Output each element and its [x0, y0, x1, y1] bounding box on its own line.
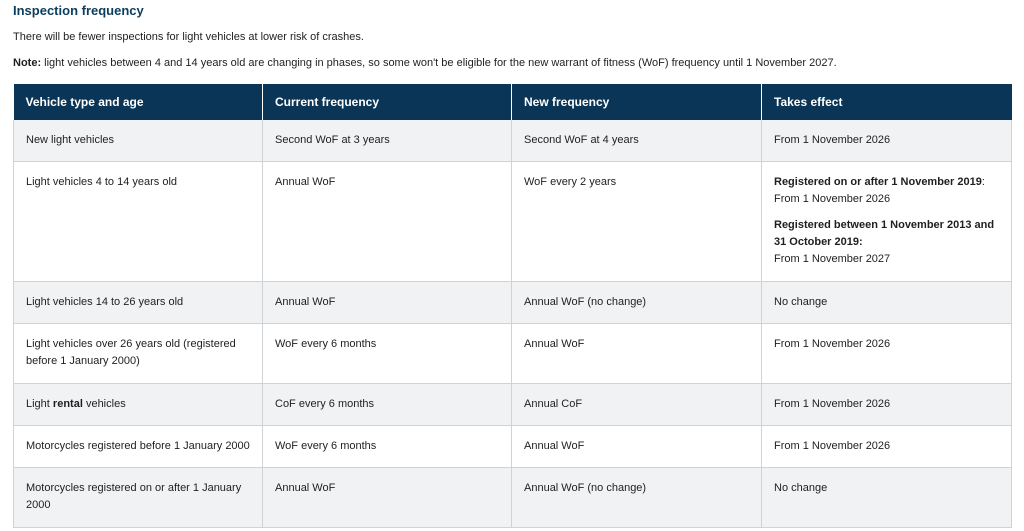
header-takes-effect: Takes effect	[762, 84, 1012, 120]
cell-effect: No change	[762, 468, 1012, 528]
effect-date: From 1 November 2026	[774, 193, 891, 205]
header-current-frequency: Current frequency	[263, 84, 512, 120]
cell-vehicle: Motorcycles registered on or after 1 January 2000	[14, 468, 263, 528]
effect-block	[774, 217, 999, 268]
note-body: light vehicles between 4 and 14 years old are changing in phases, so some won't be eligible for the new warrant of fitness (WoF) frequency until 1 November 2027.	[41, 57, 837, 69]
cell-current: WoF every 6 months	[263, 324, 512, 384]
table-row	[14, 162, 1012, 282]
vehicle-emphasis: rental	[52, 398, 83, 410]
cell-new: WoF every 2 years	[512, 162, 762, 282]
cell-vehicle: Light vehicles 14 to 26 years old	[14, 282, 263, 324]
table-header-row	[14, 84, 1012, 120]
effect-block	[774, 174, 999, 208]
cell-new: Annual WoF	[512, 324, 762, 384]
table-row	[14, 384, 1012, 426]
cell-current: Second WoF at 3 years	[263, 120, 512, 162]
table-row	[14, 120, 1012, 162]
cell-vehicle	[14, 384, 263, 426]
cell-vehicle: Light vehicles 4 to 14 years old	[14, 162, 263, 282]
section-title: Inspection frequency	[13, 3, 144, 18]
vehicle-prefix: Light	[26, 398, 53, 410]
table-row	[14, 324, 1012, 384]
cell-vehicle: Light vehicles over 26 years old (registered before 1 January 2000)	[14, 324, 263, 384]
vehicle-suffix: vehicles	[82, 398, 126, 410]
table-row	[14, 282, 1012, 324]
cell-current: WoF every 6 months	[263, 426, 512, 468]
cell-new: Annual CoF	[512, 384, 762, 426]
effect-condition-suffix: :	[981, 176, 985, 188]
cell-effect: From 1 November 2026	[762, 384, 1012, 426]
header-new-frequency: New frequency	[512, 84, 762, 120]
cell-new: Annual WoF (no change)	[512, 282, 762, 324]
cell-effect: No change	[762, 282, 1012, 324]
effect-condition: Registered on or after 1 November 2019	[774, 176, 982, 188]
cell-effect: From 1 November 2026	[762, 324, 1012, 384]
cell-current: Annual WoF	[263, 162, 512, 282]
cell-current: Annual WoF	[263, 282, 512, 324]
cell-effect: From 1 November 2026	[762, 426, 1012, 468]
table-row	[14, 426, 1012, 468]
cell-new: Annual WoF	[512, 426, 762, 468]
cell-new: Annual WoF (no change)	[512, 468, 762, 528]
table-row	[14, 468, 1012, 528]
intro-text: There will be fewer inspections for light vehicles at lower risk of crashes.	[13, 31, 364, 43]
cell-vehicle: New light vehicles	[14, 120, 263, 162]
note-label: Note:	[13, 57, 42, 69]
cell-current: Annual WoF	[263, 468, 512, 528]
cell-vehicle: Motorcycles registered before 1 January 2000	[14, 426, 263, 468]
cell-new: Second WoF at 4 years	[512, 120, 762, 162]
cell-current: CoF every 6 months	[263, 384, 512, 426]
cell-effect: From 1 November 2026	[762, 120, 1012, 162]
header-vehicle-type: Vehicle type and age	[14, 84, 263, 120]
effect-condition: Registered between 1 November 2013 and 31 October 2019:	[774, 219, 995, 248]
note-text	[13, 56, 837, 70]
cell-effect	[762, 162, 1012, 282]
inspection-frequency-table	[13, 84, 1012, 528]
effect-date: From 1 November 2027	[774, 253, 891, 265]
